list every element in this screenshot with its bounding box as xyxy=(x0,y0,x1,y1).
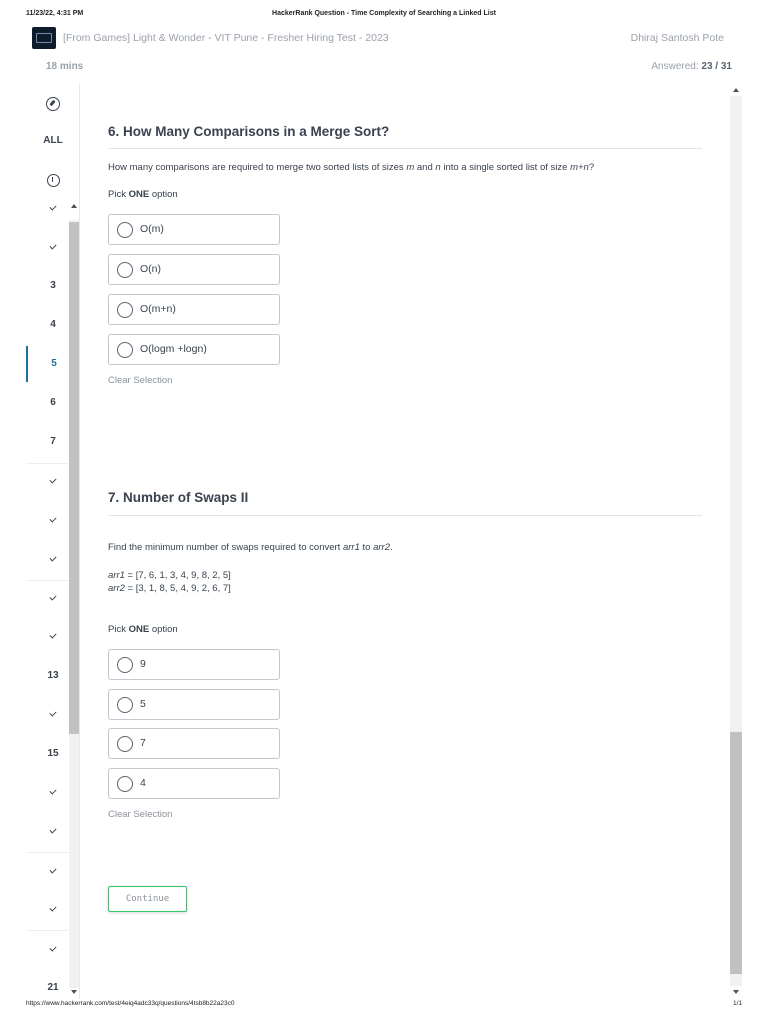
checkmark-icon xyxy=(49,515,56,522)
option-9[interactable]: 9 xyxy=(108,649,280,680)
pick-instruction: Pick ONE option xyxy=(108,624,178,635)
nav-question-21[interactable]: 21 xyxy=(47,981,59,993)
question-title: 6. How Many Comparisons in a Merge Sort? xyxy=(108,124,390,139)
sidebar-scrollbar[interactable] xyxy=(68,200,80,998)
question-title: 7. Number of Swaps II xyxy=(108,490,249,505)
info-icon xyxy=(47,174,60,187)
print-date: 11/23/22, 4:31 PM xyxy=(26,10,84,17)
scroll-down-arrow-icon[interactable] xyxy=(71,990,77,994)
radio-icon[interactable] xyxy=(117,342,133,358)
divider xyxy=(108,515,702,516)
print-page-number: 1/1 xyxy=(732,1000,742,1007)
radio-icon[interactable] xyxy=(117,736,133,752)
compass-icon xyxy=(46,97,60,111)
nav-question-15[interactable]: 15 xyxy=(47,747,59,759)
radio-icon[interactable] xyxy=(117,697,133,713)
sidebar-scroll-thumb[interactable] xyxy=(69,222,79,734)
print-title: HackerRank Question - Time Complexity of Searching a Linked List xyxy=(272,10,496,17)
nav-question-3[interactable]: 3 xyxy=(50,280,56,292)
arr2-line: arr2 = [3, 1, 8, 5, 4, 9, 2, 6, 7] xyxy=(108,583,231,594)
company-logo xyxy=(32,27,56,49)
option-o-m[interactable]: O(m) xyxy=(108,214,280,245)
answered-value: 23 / 31 xyxy=(701,61,732,72)
checkmark-icon xyxy=(49,632,56,639)
checkmark-icon xyxy=(49,477,56,484)
main-scroll-up-arrow-icon[interactable] xyxy=(733,88,739,92)
scroll-up-arrow-icon[interactable] xyxy=(71,204,77,208)
checkmark-icon xyxy=(49,203,56,210)
radio-icon[interactable] xyxy=(117,776,133,792)
answered-count xyxy=(651,61,732,72)
top-bar xyxy=(30,26,724,50)
nav-question-4[interactable]: 4 xyxy=(50,319,56,331)
test-title: [From Games] Light & Wonder - VIT Pune - Fresher Hiring Test - 2023 xyxy=(63,32,389,44)
option-5[interactable]: 5 xyxy=(108,689,280,720)
user-name[interactable]: Dhiraj Santosh Pote xyxy=(630,32,724,44)
radio-icon[interactable] xyxy=(117,262,133,278)
question-content xyxy=(108,84,702,999)
arr1-line: arr1 = [7, 6, 1, 3, 4, 9, 8, 2, 5] xyxy=(108,570,231,581)
option-o-logm-logn[interactable]: O(logm +logn) xyxy=(108,334,280,365)
question-text: Find the minimum number of swaps required to convert arr1 to arr2. xyxy=(108,542,393,553)
checkmark-icon xyxy=(49,827,56,834)
main-scroll-thumb[interactable] xyxy=(730,732,742,974)
continue-button[interactable]: Continue xyxy=(108,886,187,912)
checkmark-icon xyxy=(49,710,56,717)
nav-question-7[interactable]: 7 xyxy=(50,436,56,448)
option-4[interactable]: 4 xyxy=(108,768,280,799)
option-7[interactable]: 7 xyxy=(108,728,280,759)
divider xyxy=(108,148,702,149)
answered-label: Answered: xyxy=(651,61,699,72)
option-o-m-plus-n[interactable]: O(m+n) xyxy=(108,294,280,325)
compass-button[interactable] xyxy=(26,86,80,122)
clear-selection-link[interactable]: Clear Selection xyxy=(108,375,173,386)
nav-question-5[interactable]: 5 xyxy=(26,346,80,382)
checkmark-icon xyxy=(49,866,56,873)
main-scroll-down-arrow-icon[interactable] xyxy=(733,990,739,994)
radio-icon[interactable] xyxy=(117,302,133,318)
pick-instruction: Pick ONE option xyxy=(108,189,178,200)
clear-selection-link[interactable]: Clear Selection xyxy=(108,809,173,820)
radio-icon[interactable] xyxy=(117,222,133,238)
question-text: How many comparisons are required to merge two sorted lists of sizes m and n into a single sorted list of size m+n? xyxy=(108,162,595,173)
print-url: https://www.hackerrank.com/test/4eiq4adc33q/questions/4tsb8b22a23c0 xyxy=(26,1000,235,1007)
checkmark-icon xyxy=(49,554,56,561)
checkmark-icon xyxy=(49,593,56,600)
print-footer xyxy=(26,1000,742,1010)
nav-question-13[interactable]: 13 xyxy=(47,669,59,681)
checkmark-icon xyxy=(49,905,56,912)
checkmark-icon xyxy=(49,788,56,795)
main-scrollbar[interactable] xyxy=(729,84,743,999)
time-left: 18 mins xyxy=(46,61,84,72)
option-o-n[interactable]: O(n) xyxy=(108,254,280,285)
radio-icon[interactable] xyxy=(117,657,133,673)
nav-question-6[interactable]: 6 xyxy=(50,397,56,409)
print-header xyxy=(26,10,742,22)
nav-all[interactable]: ALL xyxy=(43,134,63,146)
checkmark-icon xyxy=(49,944,56,951)
checkmark-icon xyxy=(49,242,56,249)
